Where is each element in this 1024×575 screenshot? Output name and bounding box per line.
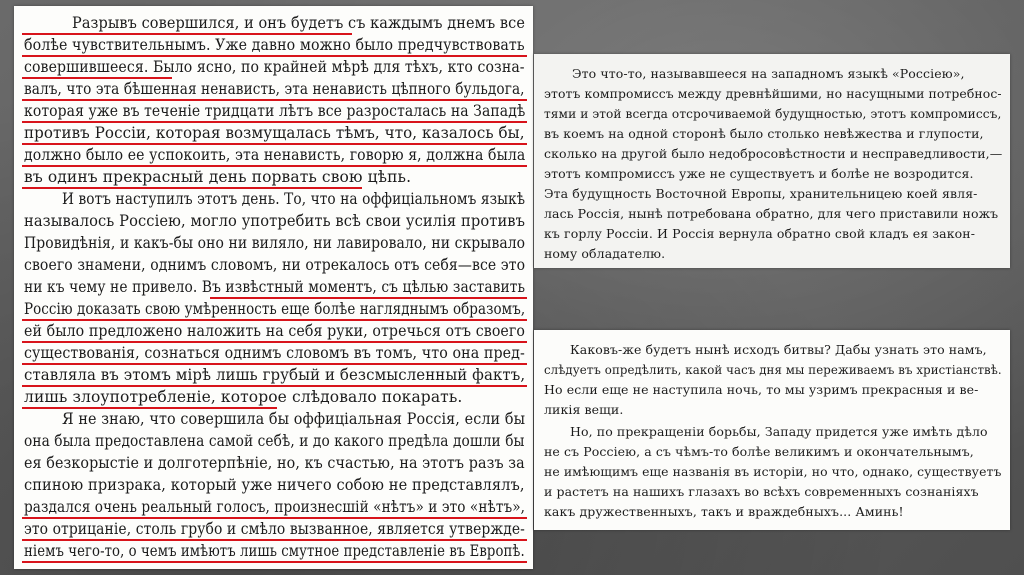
text-line: называлось Россіею, могло употребить всѣ свои усилія противъ	[24, 212, 526, 230]
red-underline	[22, 143, 527, 145]
text-line: которая уже въ теченіе тридцати лѣтъ все разросталась на Западѣ	[24, 102, 526, 120]
text-line: противъ Россіи, которая возмущалась тѣмъ, что, казалось бы,	[24, 124, 525, 142]
text-line: Это что-то, называвшееся на западномъ языкѣ «Россіею»,	[572, 66, 965, 81]
text-line: болѣе чувствительнымъ. Уже давно можно было предчувствовать	[24, 36, 525, 54]
red-underline	[22, 539, 527, 541]
text-line: Каковъ-же будетъ нынѣ исходъ битвы? Дабы узнать это намъ,	[570, 342, 987, 357]
left-page-scan	[14, 6, 533, 569]
text-line: Но, по прекращеніи борьбы, Западу придется уже имѣть дѣло	[570, 424, 988, 439]
text-line: лишь злоупотребленіе, которое слѣдовало покарать.	[24, 388, 463, 406]
red-underline	[22, 341, 527, 343]
text-line: ликія вещи.	[544, 402, 624, 417]
text-line: этотъ компромиссъ между древнѣйшими, но насущными потребнос-	[544, 86, 1002, 101]
text-line: ному обладателю.	[544, 246, 666, 261]
red-underline	[22, 165, 527, 167]
text-line: въ коемъ на одной сторонѣ было столько невѣжества и глупости,	[544, 126, 984, 141]
text-line: слѣдуетъ опредѣлить, какой часъ дня мы переживаемъ въ христіанствѣ.	[544, 362, 1002, 377]
text-line: ніемъ чего-то, о чемъ имѣютъ лишь смутное представленіе въ Европѣ.	[24, 542, 525, 560]
red-underline	[22, 407, 277, 409]
text-line: валъ, что эта бѣшенная ненависть, эта ненависть цѣпного бульдога,	[24, 80, 525, 98]
text-line: должно было ее успокоить, эта ненависть, говорю я, должна была	[24, 146, 526, 164]
red-underline	[22, 363, 527, 365]
red-underline	[22, 77, 172, 79]
text-line: какъ дружественныхъ, такъ и враждебныхъ... Аминь!	[544, 504, 904, 519]
right-top-page-scan	[534, 54, 1010, 268]
text-line: Провидѣнія, и какъ-бы оно ни виляло, ни лавировало, ни скрывало	[24, 234, 526, 252]
text-line: ей было предложено наложить на себя руки, отречься отъ своего	[24, 322, 526, 340]
text-line: Россію доказать свою умѣренность еще болѣе нагляднымъ образомъ,	[24, 300, 526, 318]
text-line: Но если еще не наступила ночь, то мы узримъ прекрасныя и ве-	[544, 382, 979, 397]
red-underline	[22, 561, 527, 563]
text-line: совершившееся. Было ясно, по крайней мѣрѣ для тѣхъ, кто сознa-	[24, 58, 525, 76]
text-line: къ горлу Россіи. И Россія вернула обратно свой кладъ ея закон-	[544, 226, 976, 241]
text-line: Разрывъ совершился, и онъ будетъ съ каждымъ днемъ все	[72, 14, 525, 32]
text-line: этотъ компромиссъ уже не существуетъ и болѣе не возродится.	[544, 166, 974, 181]
red-underline	[22, 55, 527, 57]
text-line: ея безкорыстіе и долготерпѣніе, но, къ счастью, на этотъ разъ за	[24, 454, 525, 472]
text-line: спиною призрака, который уже ничего собою не представлялъ,	[24, 476, 525, 494]
text-line: Эта будущность Восточной Европы, хранительницею коей явля-	[544, 186, 978, 201]
text-line: сколько на другой было недобросовѣстности и несправедливости,—	[544, 146, 1003, 161]
red-underline	[22, 385, 527, 387]
red-underline	[22, 517, 527, 519]
red-underline	[210, 297, 527, 299]
red-underline	[22, 187, 362, 189]
text-line: въ одинъ прекрасный день порвать свою цѣпь.	[24, 168, 412, 186]
text-line: и растетъ на нашихъ глазахъ во всѣхъ современныхъ сознаніяхъ	[544, 484, 979, 499]
text-line: существованія, сознаться однимъ словомъ въ томъ, что она пред-	[24, 344, 525, 362]
text-line: своего знамени, однимъ словомъ, ни отрекалось отъ себя—все это	[24, 256, 526, 274]
text-line: И вотъ наступилъ этотъ день. То, что на оффиціальномъ языкѣ	[62, 190, 526, 208]
red-underline	[22, 99, 527, 101]
red-underline	[22, 319, 527, 321]
text-line: Я не знаю, что совершила бы оффиціальная Россія, если бы	[62, 410, 526, 428]
text-line: ставляла въ этомъ мірѣ лишь грубый и безсмысленный фактъ,	[24, 366, 526, 384]
text-line: тями и этой всегда отсрочиваемой будущностью, этотъ компромиссъ,	[544, 106, 1002, 121]
text-line: ни къ чему не привело. Въ извѣстный моментъ, съ цѣлью заставить	[24, 278, 526, 296]
text-line: это отрицаніе, столь грубо и смѣло вызванное, является утвержде-	[24, 520, 525, 538]
red-underline	[22, 33, 352, 35]
red-underline	[22, 121, 527, 123]
text-line: лась Россія, нынѣ потребована обратно, для чего приставили ножъ	[544, 206, 999, 221]
text-line: не съ Россіею, а съ чѣмъ-то болѣе великимъ и окончательнымъ,	[544, 444, 974, 459]
right-bottom-page-scan	[534, 330, 1010, 530]
text-line: не имѣющимъ еще названія въ исторіи, но что, однако, существуетъ	[544, 464, 1002, 479]
text-line: раздался очень реальный голосъ, произнесшій «нѣтъ» и это «нѣтъ»,	[24, 498, 526, 516]
text-line: она была предоставлена самой себѣ, и до какого предѣла дошли бы	[24, 432, 525, 450]
